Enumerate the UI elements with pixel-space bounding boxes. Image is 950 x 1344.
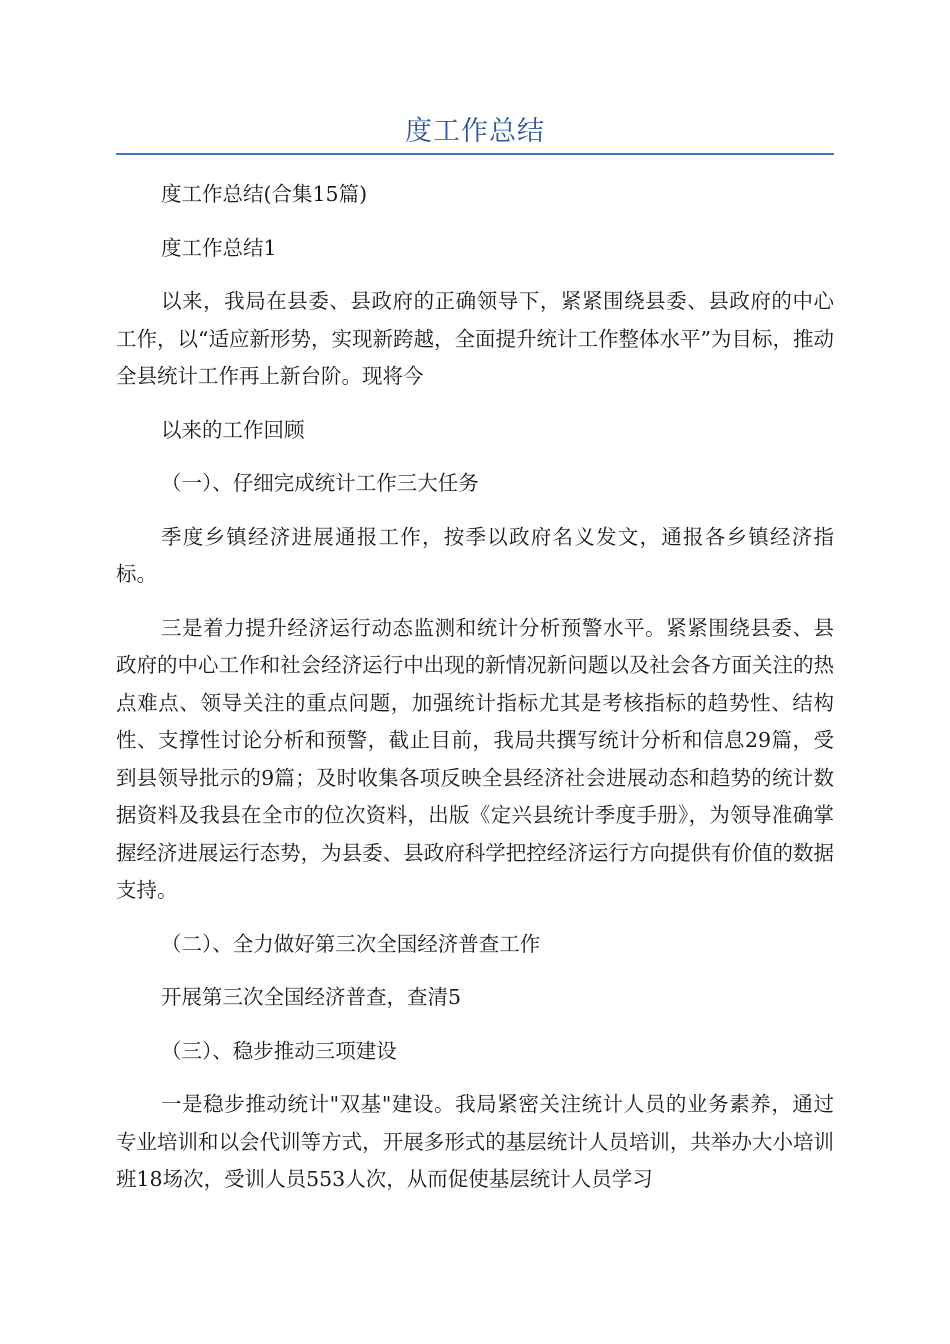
paragraph: 一是稳步推动统计"双基"建设。我局紧密关注统计人员的业务素养，通过专业培训和以会代训等方式，开展多形式的基层统计人员培训，共举办大小培训班18场次，受训人员553人次，从而促使基层统计人员学习	[116, 1092, 834, 1191]
paragraph: 季度乡镇经济进展通报工作，按季以政府名义发文，通报各乡镇经济指标。	[116, 524, 834, 586]
subsection-heading: （三）、稳步推动三项建设	[161, 1038, 397, 1063]
subsection-heading: （二）、全力做好第三次全国经济普查工作	[161, 931, 541, 956]
collection-subtitle: 度工作总结(合集15篇)	[161, 182, 368, 206]
paragraph: 三是着力提升经济运行动态监测和统计分析预警水平。紧紧围绕县委、县政府的中心工作和社会经济运行中出现的新情况新问题以及社会各方面关注的热点难点、领导关注的重点问题，加强统计指标尤其是考核指标的趋势性、结构性、支撑性讨论分析和预警，截止目前，我局共撰写统计分析和信息29篇，受到县领导批示的9篇；及时收集各项反映全县经济社会进展动态和趋势的统计数据资料及我县在全市的位次资料，出版《定兴县统计季度手册》，为领导准确掌握经济进展运行态势，为县委、县政府科学把控经济运行方向提供有价值的数据支持。	[116, 615, 834, 902]
document-body	[116, 176, 834, 1215]
page-title: 度工作总结	[405, 116, 545, 147]
paragraph: 开展第三次全国经济普查，查清5	[161, 985, 462, 1009]
title-underline	[116, 153, 834, 155]
paragraph: 以来的工作回顾	[161, 417, 305, 442]
section-heading: 度工作总结1	[161, 235, 277, 260]
subsection-heading: （一）、仔细完成统计工作三大任务	[161, 471, 479, 495]
paragraph: 以来，我局在县委、县政府的正确领导下，紧紧围绕县委、县政府的中心工作，以“适应新形势，实现新跨越，全面提升统计工作整体水平”为目标，推动全县统计工作再上新台阶。现将今	[116, 289, 834, 388]
